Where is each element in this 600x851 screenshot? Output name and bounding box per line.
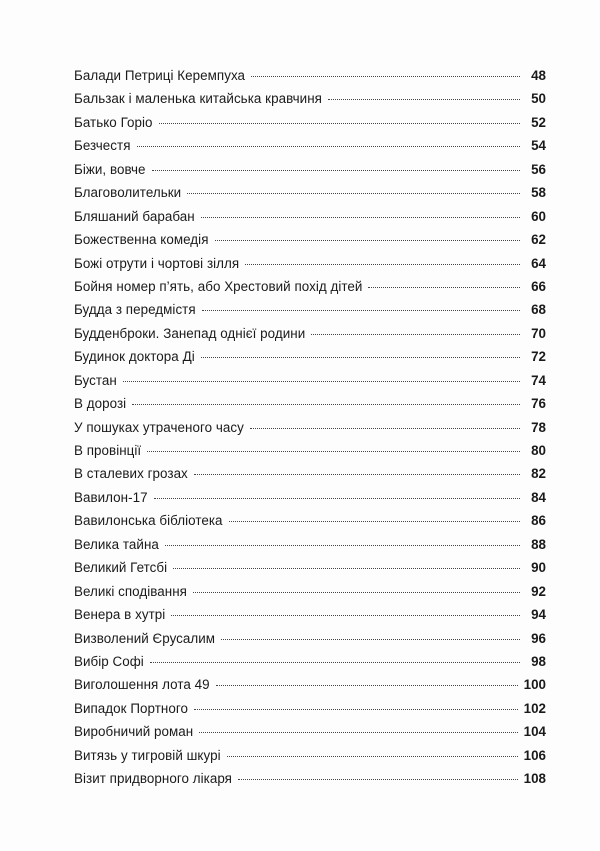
- toc-entry-title: В дорозі: [74, 396, 127, 412]
- toc-entry-title: Балади Петриці Керемпуха: [74, 68, 246, 83]
- toc-entry-page-number: 48: [531, 68, 546, 83]
- toc-entry: [74, 322, 546, 345]
- dot-leader: [201, 217, 520, 218]
- toc-entry-page-number: 102: [523, 700, 546, 716]
- toc-entry: [74, 345, 546, 368]
- dot-leader: [201, 357, 520, 358]
- toc-entry: [74, 205, 546, 228]
- toc-entry-title: Божі отрути і чортові зілля: [74, 255, 240, 271]
- toc-entry: [74, 275, 546, 298]
- toc-entry-title: Визволений Єрусалим: [74, 630, 216, 646]
- toc-entry: [74, 439, 546, 462]
- toc-entry: [74, 744, 546, 767]
- toc-entry-title: Благоволительки: [74, 185, 182, 201]
- toc-entry-title: Виголошення лота 49: [74, 677, 210, 693]
- dot-leader: [194, 709, 518, 710]
- toc-entry: [74, 720, 546, 743]
- toc-entry-page-number: 96: [531, 630, 546, 646]
- toc-entry-page-number: 52: [531, 114, 546, 130]
- toc-entry: [74, 627, 546, 650]
- toc-entry-page-number: 66: [531, 278, 546, 294]
- toc-entry: [74, 369, 546, 392]
- dot-leader: [193, 592, 520, 593]
- toc-entry-title: Батько Горіо: [74, 114, 153, 130]
- dot-leader: [152, 170, 520, 171]
- toc-entry-page-number: 92: [531, 583, 546, 599]
- toc-entry-title: Венера в хутрі: [74, 607, 166, 623]
- toc-entry: [74, 252, 546, 275]
- dot-leader: [132, 404, 520, 405]
- toc-entry-title: У пошуках утраченого часу: [74, 419, 244, 435]
- dot-leader: [173, 568, 520, 569]
- toc-entry-page-number: 90: [531, 560, 546, 576]
- toc-entry: [74, 462, 546, 485]
- toc-entry-page-number: 98: [531, 653, 546, 669]
- toc-entry: [74, 64, 546, 87]
- toc-entry-page-number: 74: [531, 372, 546, 388]
- toc-entry: [74, 650, 546, 673]
- dot-leader: [159, 123, 521, 124]
- dot-leader: [250, 428, 520, 429]
- toc-entry-page-number: 84: [531, 489, 546, 505]
- dot-leader: [251, 76, 520, 77]
- toc-entry-title: Вавилонська бібліотека: [74, 513, 223, 529]
- dot-leader: [328, 99, 520, 100]
- dot-leader: [187, 193, 520, 194]
- toc-entry: [74, 697, 546, 720]
- toc-entry-title: Велика тайна: [74, 536, 159, 552]
- toc-entry-title: Безчестя: [74, 138, 131, 154]
- toc-entry-title: Вавилон-17: [74, 489, 148, 505]
- toc-entry-page-number: 82: [531, 466, 546, 482]
- toc-entry-title: Візит придворного лікаря: [74, 771, 232, 787]
- toc-entry-page-number: 108: [523, 771, 546, 787]
- toc-entry: [74, 603, 546, 626]
- dot-leader: [227, 756, 518, 757]
- toc-entry-page-number: 56: [531, 161, 546, 177]
- toc-entry-page-number: 58: [531, 185, 546, 201]
- toc-entry: [74, 556, 546, 579]
- toc-entry-page-number: 104: [523, 724, 546, 740]
- toc-entry: [74, 767, 546, 790]
- dot-leader: [199, 732, 517, 733]
- toc-entry: [74, 228, 546, 251]
- dot-leader: [147, 451, 520, 452]
- dot-leader: [245, 264, 520, 265]
- dot-leader: [171, 615, 520, 616]
- toc-entry-page-number: 86: [531, 513, 546, 529]
- toc-entry: [74, 111, 546, 134]
- dot-leader: [238, 779, 518, 780]
- toc-entry-page-number: 70: [531, 325, 546, 341]
- toc-entry: [74, 134, 546, 157]
- toc-entry-page-number: 100: [523, 677, 546, 693]
- toc-entry-page-number: 68: [531, 302, 546, 318]
- toc-entry: [74, 392, 546, 415]
- toc-entry-title: Бустан: [74, 372, 117, 388]
- toc-entry-title: Божественна комедія: [74, 232, 209, 248]
- toc-entry-title: Великі сподівання: [74, 583, 187, 599]
- toc-entry-page-number: 62: [531, 232, 546, 248]
- dot-leader: [202, 310, 520, 311]
- table-of-contents: [74, 64, 546, 791]
- toc-entry-title: Будда з передмістя: [74, 302, 196, 318]
- toc-entry-title: Бальзак і маленька китайська кравчиня: [74, 91, 322, 107]
- toc-entry: [74, 509, 546, 532]
- toc-entry: [74, 181, 546, 204]
- toc-entry-title: Будинок доктора Ді: [74, 349, 195, 365]
- toc-entry: [74, 673, 546, 696]
- dot-leader: [311, 334, 520, 335]
- toc-entry-page-number: 80: [531, 443, 546, 458]
- toc-entry-page-number: 88: [531, 536, 546, 552]
- toc-entry-title: Вибір Софі: [74, 653, 144, 669]
- dot-leader: [215, 240, 521, 241]
- dot-leader: [368, 287, 520, 288]
- toc-entry: [74, 580, 546, 603]
- dot-leader: [150, 662, 520, 663]
- dot-leader: [123, 381, 520, 382]
- toc-entry-title: Великий Гетсбі: [74, 560, 168, 576]
- toc-entry-title: Бляшаний барабан: [74, 208, 195, 224]
- toc-entry-title: Біжи, вовче: [74, 161, 146, 177]
- dot-leader: [221, 639, 520, 640]
- dot-leader: [137, 146, 520, 147]
- toc-entry-page-number: 94: [531, 607, 546, 623]
- toc-entry-page-number: 78: [531, 419, 546, 435]
- toc-entry: [74, 486, 546, 509]
- toc-entry-page-number: 64: [531, 255, 546, 271]
- dot-leader: [229, 521, 520, 522]
- toc-entry: [74, 533, 546, 556]
- toc-entry-title: В провінції: [74, 443, 142, 458]
- dot-leader: [154, 498, 520, 499]
- toc-entry-title: Будденброки. Занепад однієї родини: [74, 325, 306, 341]
- toc-entry-title: Витязь у тигровій шкурі: [74, 747, 221, 763]
- toc-entry-title: Випадок Портного: [74, 700, 188, 716]
- toc-entry-title: Бойня номер п’ять, або Хрестовий похід дітей: [74, 278, 363, 294]
- dot-leader: [165, 545, 520, 546]
- toc-entry-title: В сталевих грозах: [74, 466, 188, 482]
- toc-entry: [74, 298, 546, 321]
- toc-entry-page-number: 60: [531, 208, 546, 224]
- toc-entry-title: Виробничий роман: [74, 724, 194, 740]
- toc-entry-page-number: 72: [531, 349, 546, 365]
- dot-leader: [216, 685, 518, 686]
- toc-entry: [74, 158, 546, 181]
- toc-entry: [74, 416, 546, 439]
- toc-entry-page-number: 106: [523, 747, 546, 763]
- dot-leader: [194, 474, 520, 475]
- toc-entry-page-number: 54: [531, 138, 546, 154]
- toc-entry-page-number: 76: [531, 396, 546, 412]
- toc-entry-page-number: 50: [531, 91, 546, 107]
- toc-entry: [74, 87, 546, 110]
